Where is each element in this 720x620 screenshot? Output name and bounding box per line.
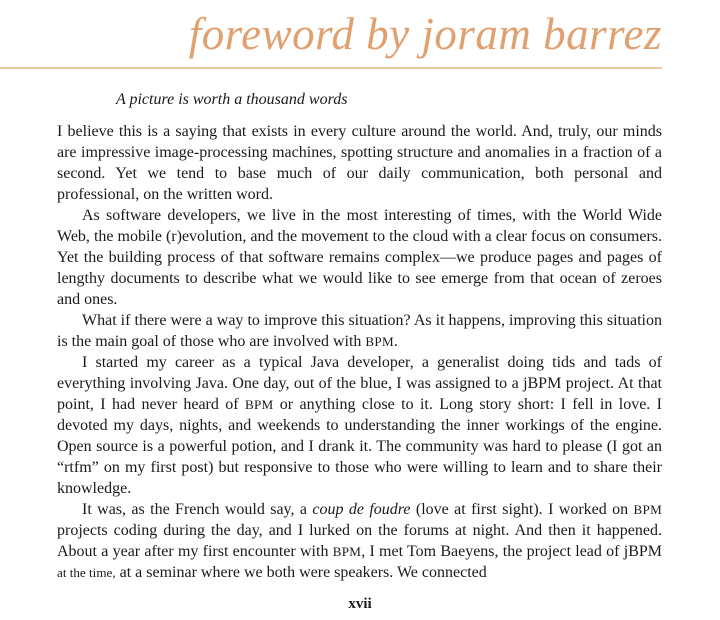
epigraph: A picture is worth a thousand words <box>116 91 348 108</box>
text-run-smallcaps: BPM <box>332 544 362 559</box>
page-content <box>0 8 720 583</box>
paragraph <box>57 121 662 205</box>
title-rule <box>0 67 662 69</box>
paragraph <box>57 205 662 310</box>
text-run-smallcaps: BPM <box>365 334 394 349</box>
text-run: at a seminar where we both were speakers. We connected <box>115 564 487 581</box>
paragraph <box>57 499 662 583</box>
text-run: (love at first sight). I worked on <box>410 501 634 518</box>
text-run: I started my career as a typical Java developer, a generalist doing tids and tads of everything involving Java. One day, out of the blue, I was assigned to a jBPM project. At that point, I had never heard of <box>57 354 662 413</box>
text-run: As software developers, we live in the most interesting of times, with the World Wide Web, the mobile (r)evolution, and the movement to the cloud with a clear focus on consumers. Yet the building process of that software remains complex—we produce pages and pages of lengthy documents to describe what we would like to see emerge from that ocean of zeroes and ones. <box>57 207 662 308</box>
text-run-italic: coup de foudre <box>312 501 411 518</box>
paragraph <box>57 310 662 352</box>
foreword-title: foreword by joram barrez <box>188 9 662 59</box>
text-run-small: at the time, <box>57 565 116 580</box>
text-run: or anything close to it. Long story short: I fell in love. I devoted my days, nights, and weekends to understanding the inner workings of the engine. Open source is a powerful potion, and I drank it. The community was hard to please (I got an “rtfm” on my first post) but responsive to those who were willing to learn and to share their knowledge. <box>57 396 662 497</box>
text-run: What if there were a way to improve this situation? As it happens, improving this situation is the main goal of those who are involved with <box>57 312 662 350</box>
page-number: xvii <box>348 596 372 612</box>
text-run-smallcaps: BPM <box>633 502 662 517</box>
text-run-smallcaps: BPM <box>244 397 274 412</box>
paragraph <box>57 352 662 499</box>
foreword-body <box>57 121 662 583</box>
text-run: I believe this is a saying that exists in every culture around the world. And, truly, our minds are impressive image-processing machines, spotting structure and anomalies in a fraction of a second. Yet we tend to base much of our daily communication, both personal and professional, on the written word. <box>57 123 662 203</box>
text-run: projects coding during the day, and I lurked on the forums at night. And then it happened. About a year after my first encounter with <box>57 522 662 560</box>
foreword-header <box>57 8 662 69</box>
text-run: , I met Tom Baeyens, the project lead of jBPM <box>361 543 662 560</box>
text-run: It was, as the French would say, a <box>82 501 313 518</box>
text-run: . <box>393 333 398 350</box>
page-footer <box>0 596 720 613</box>
